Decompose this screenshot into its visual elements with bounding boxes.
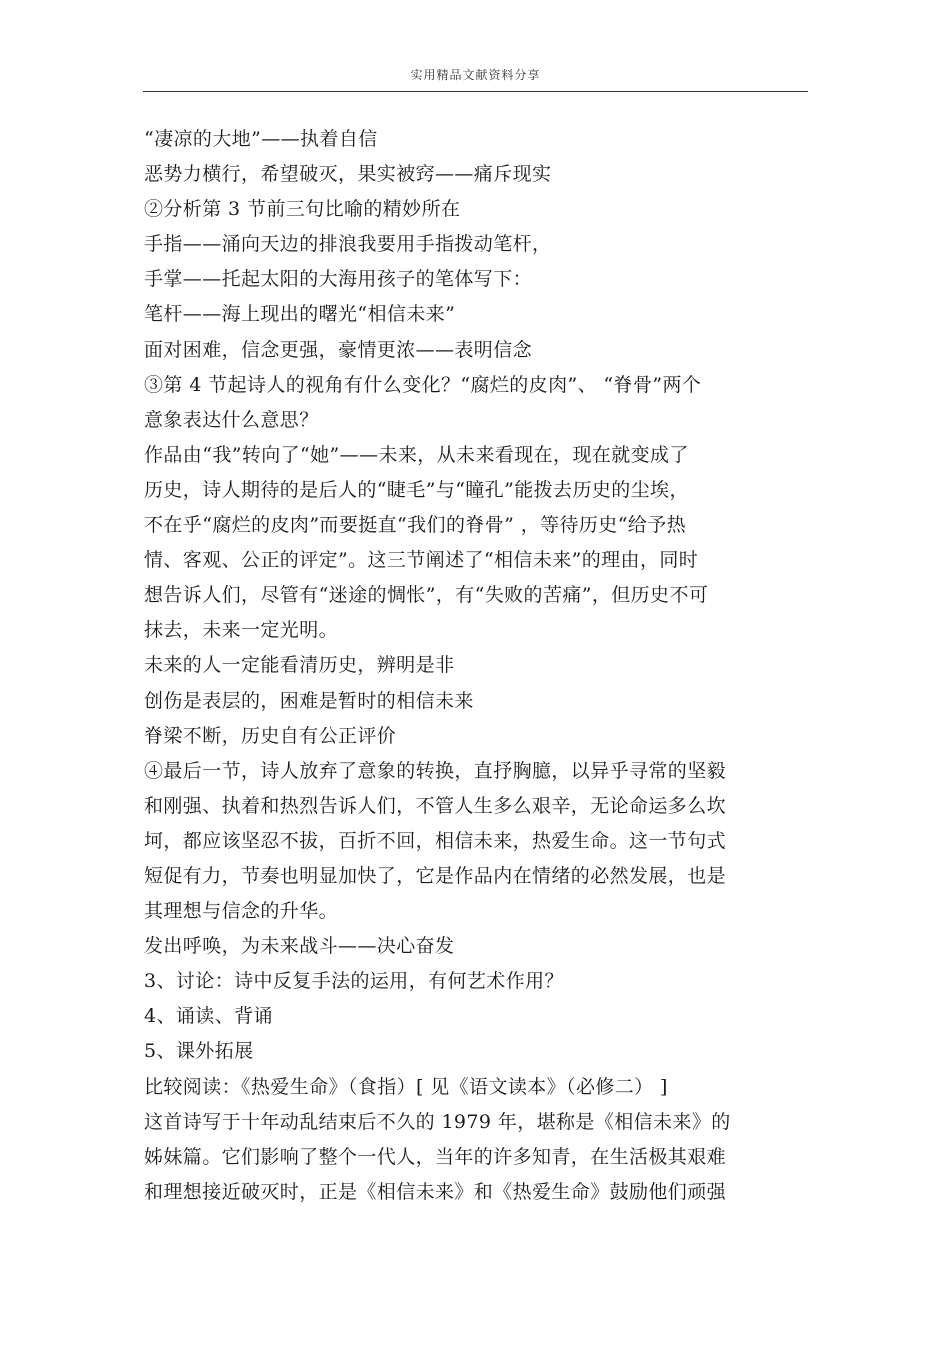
text-line: 短促有力，节奏也明显加快了，它是作品内在情绪的必然发展，也是 [144, 864, 727, 887]
text-line: 和理想接近破灭时，正是《相信未来》和《热爱生命》鼓励他们顽强 [144, 1180, 727, 1203]
text-line: 不在乎“腐烂的皮肉”而要挺直“我们的脊骨” ，等待历史“给予热 [144, 514, 687, 537]
text-line: 抹去，未来一定光明。 [144, 619, 339, 642]
text-line: 作品由“我”转向了“她”——未来，从未来看现在，现在就变成了 [144, 443, 689, 466]
text-line: 这首诗写于十年动乱结束后不久的 1979 年，堪称是《相信未来》的 [144, 1110, 731, 1133]
text-line: 4、诵读、背诵 [144, 1005, 273, 1028]
document-body [144, 122, 808, 1210]
text-line: “凄凉的大地”——执着自信 [144, 128, 378, 150]
text-line: 坷，都应该坚忍不拔，百折不回，相信未来，热爱生命。这一节句式 [144, 829, 727, 852]
text-line: 姊妹篇。它们影响了整个一代人，当年的许多知青，在生活极其艰难 [144, 1145, 727, 1168]
text-line: 其理想与信念的升华。 [144, 900, 339, 923]
text-line: ④最后一节，诗人放弃了意象的转换，直抒胸臆，以异乎寻常的坚毅 [144, 759, 727, 782]
text-line: 脊梁不断，历史自有公正评价 [144, 724, 397, 747]
text-line: 3、讨论：诗中反复手法的运用，有何艺术作用？ [144, 970, 564, 993]
text-line: 想告诉人们，尽管有“迷途的惆怅”，有“失败的苦痛”，但历史不可 [144, 584, 709, 607]
text-line: 比较阅读：《热爱生命》（食指）[ 见《语文读本》（必修二） ] [144, 1075, 668, 1098]
header-divider [143, 91, 808, 92]
text-line: 情、客观、公正的评定”。这三节阐述了“相信未来”的理由，同时 [144, 549, 699, 572]
text-line: 手指——涌向天边的排浪我要用手指拨动笔杆， [144, 233, 552, 256]
text-line: ③第 4 节起诗人的视角有什么变化？“腐烂的皮肉”、 “脊骨”两个 [144, 373, 702, 396]
page-header: 实用精品文献资料分享 [410, 68, 541, 82]
text-line: 未来的人一定能看清历史，辨明是非 [144, 654, 455, 677]
text-line: 创伤是表层的，困难是暂时的相信未来 [144, 689, 474, 712]
text-line: 发出呼唤，为未来战斗——决心奋发 [144, 935, 455, 958]
text-line: 面对困难，信念更强，豪情更浓——表明信念 [144, 338, 533, 361]
text-line: 手掌——托起太阳的大海用孩子的笔体写下： [144, 268, 533, 291]
text-line: 笔杆——海上现出的曙光“相信未来” [144, 303, 456, 326]
text-line: 恶势力横行，希望破灭，果实被窍——痛斥现实 [144, 163, 552, 186]
text-line: 和刚强、执着和热烈告诉人们，不管人生多么艰辛，无论命运多么坎 [144, 794, 727, 817]
text-line: ②分析第 3 节前三句比喻的精妙所在 [144, 198, 461, 221]
text-line: 意象表达什么意思？ [144, 408, 319, 431]
text-line: 5、课外拓展 [144, 1040, 254, 1063]
text-line: 历史，诗人期待的是后人的“睫毛”与“瞳孔”能拨去历史的尘埃， [144, 478, 689, 501]
